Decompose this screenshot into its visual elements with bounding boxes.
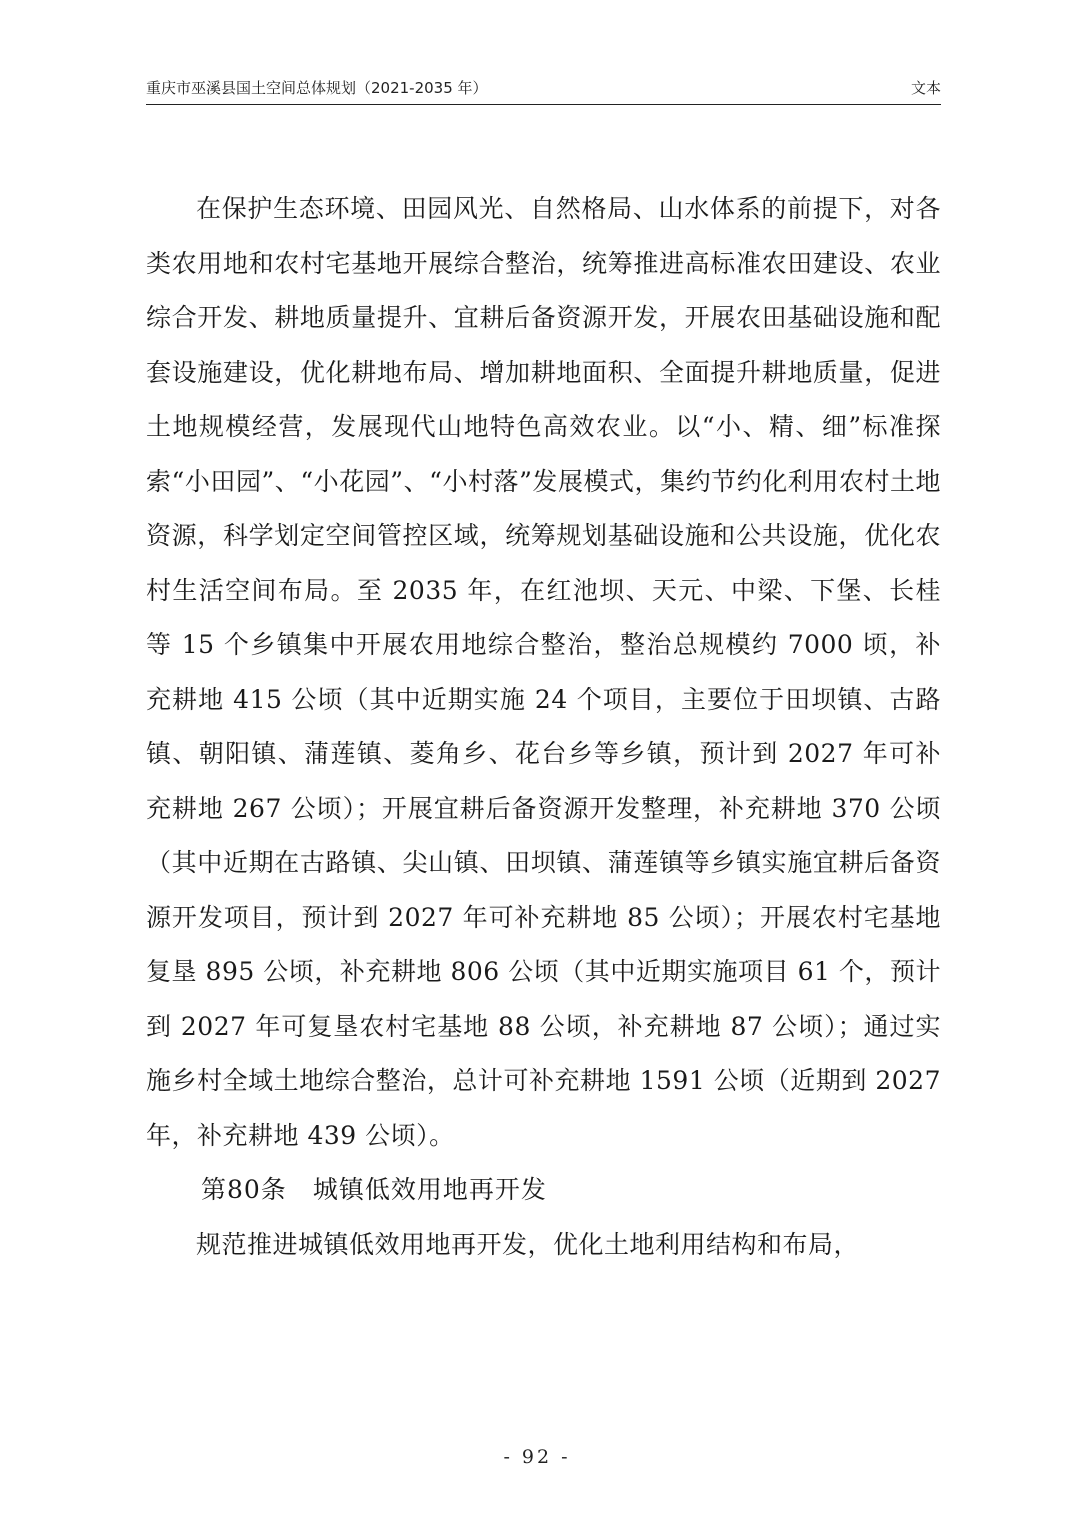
- page-header: [146, 76, 941, 105]
- body-text: [146, 182, 941, 1272]
- document-title: 重庆市巫溪县国土空间总体规划（2021-2035 年）: [146, 79, 488, 97]
- article-number: 第80条: [201, 1175, 287, 1204]
- paragraph-urban-redevelopment: 规范推进城镇低效用地再开发，优化土地利用结构和布局，: [196, 1229, 860, 1259]
- article-title: 城镇低效用地再开发: [312, 1175, 547, 1204]
- page-number: - 92 -: [503, 1446, 571, 1468]
- article-heading: [146, 1163, 941, 1218]
- document-section-label: 文本: [910, 79, 941, 97]
- paragraph-land-consolidation: 在保护生态环境、田园风光、自然格局、山水体系的前提下，对各类农用地和农村宅基地开展综合整治，统筹推进高标准农田建设、农业综合开发、耕地质量提升、宜耕后备资源开发，开展农田基础设施和配套设施建设，优化耕地布局、增加耕地面积、全面提升耕地质量，促进土地规模经营，发展现代山地特色高效农业。以“小、精、细”标准探索“小田园”、“小花园”、“小村落”发展模式，集约节约化利用农村土地资源，科学划定空间管控区域，统筹规划基础设施和公共设施，优化农村生活空间布局。至 2035 年，在红池坝、天元、中梁、下堡、长桂等 15 个乡镇集中开展农用地综合整治，整治总规模约 7000 顷，补充耕地 415 公顷（其中近期实施 24 个项目，主要位于田坝镇、古路镇、朝阳镇、蒲莲镇、菱角乡、花台乡等乡镇，预计到 2027 年可补充耕地 267 公顷）；开展宜耕后备资源开发整理，补充耕地 370 公顷（其中近期在古路镇、尖山镇、田坝镇、蒲莲镇等乡镇实施宜耕后备资源开发项目，预计到 2027 年可补充耕地 85 公顷）；开展农村宅基地复垦 895 公顷，补充耕地 806 公顷（其中近期实施项目 61 个，预计到 2027 年可复垦农村宅基地 88 公顷，补充耕地 87 公顷）；通过实施乡村全域土地综合整治，总计可补充耕地 1591 公顷（近期到 2027 年，补充耕地 439 公顷）。: [146, 194, 941, 1150]
